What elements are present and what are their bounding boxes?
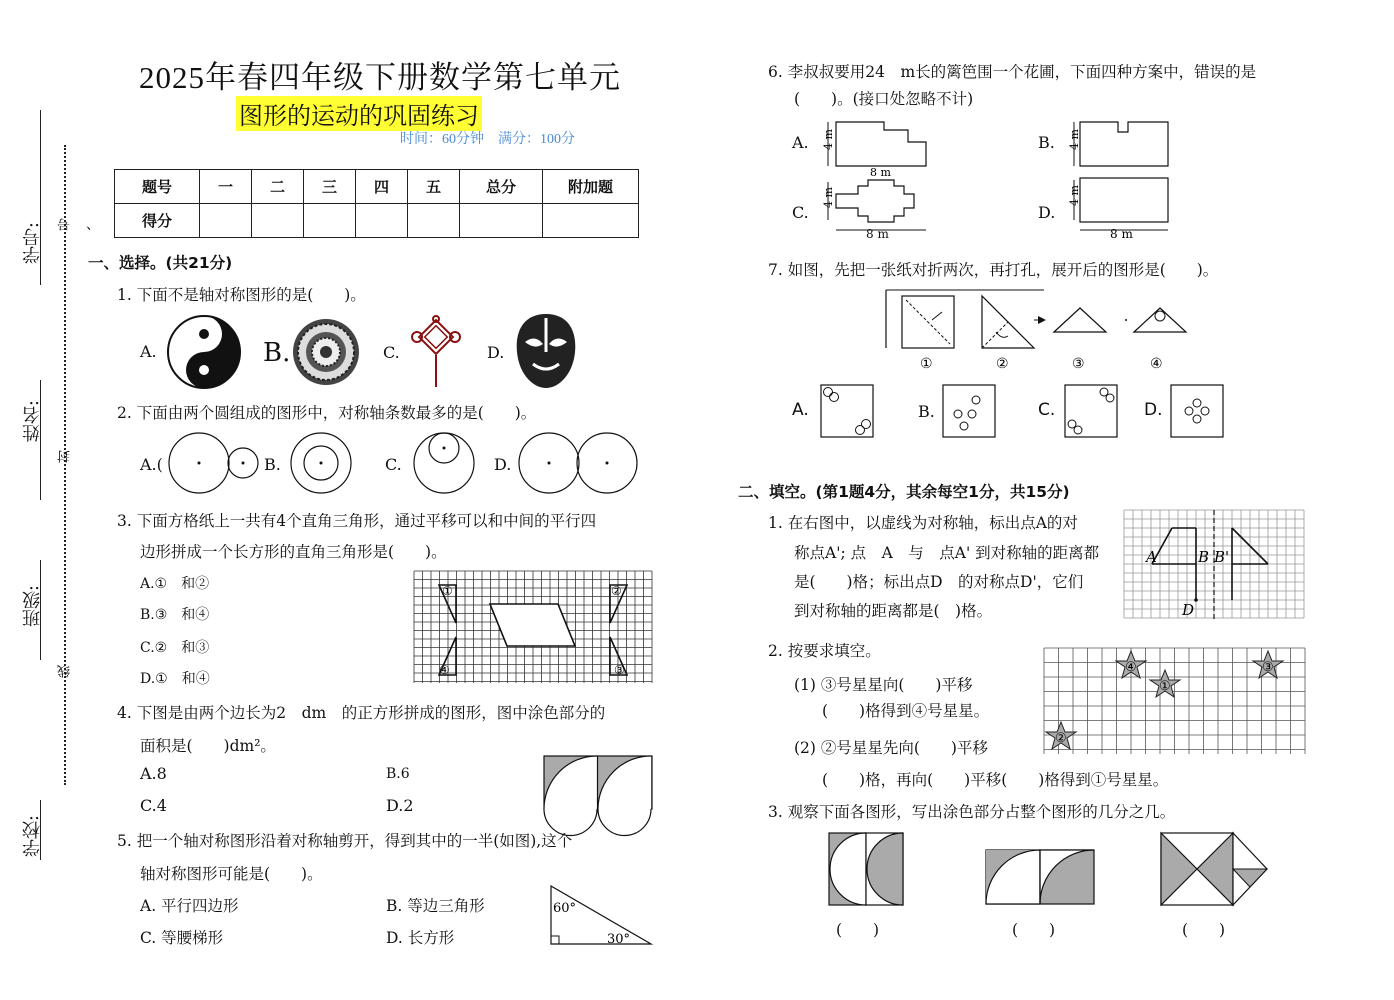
q7-step-2: ② <box>996 356 1009 372</box>
q6-figure-c <box>818 176 936 240</box>
q2-text: 2. 下面由两个圆组成的图形中，对称轴条数最多的是( )。 <box>117 404 537 422</box>
q2-figure-b <box>290 432 352 494</box>
q1-text: 1. 下面不是轴对称图形的是( )。 <box>117 286 366 304</box>
s2-q3-blank-3[interactable]: ( ) <box>1182 921 1226 939</box>
margin-mark-hao: 号 <box>58 218 73 231</box>
star-3 <box>1253 651 1283 678</box>
q3-option-b: B.③ 和④ <box>140 607 210 623</box>
q6-dim-d-height: 4 m <box>1068 185 1081 206</box>
q6-text-line1: 6. 李叔叔要用24 m长的篱笆围一个花圃，下面四种方案中，错误的是 <box>768 63 1257 81</box>
student-name-label: 姓名: <box>22 400 43 443</box>
s2-q2-part1-line1: (1) ③号星星向( )平移 <box>794 676 973 694</box>
time-info: 时间：60分钟 满分：100分 <box>400 132 575 147</box>
q6-dim-a-height: 4 m <box>822 129 835 150</box>
score-header-cell: 总分 <box>460 170 543 204</box>
q6-option-c: C. <box>792 203 809 222</box>
q3-option-a: A.① 和② <box>140 576 210 592</box>
s2-q2-part2-line2: ( )格，再向( )平移( )格得到①号星星。 <box>822 771 1169 789</box>
q7-step-3: ③ <box>1072 356 1085 372</box>
star-4-label: ④ <box>1125 660 1137 675</box>
q5-option-a: A. 平行四边形 <box>140 897 239 915</box>
q2-figure-a <box>172 432 262 494</box>
star-2 <box>1046 722 1076 749</box>
s2-q2-part2-line1: (2) ②号星星先向( )平移 <box>794 739 988 757</box>
q1-option-a: A. <box>140 342 157 361</box>
s2-q2-star-grid <box>1044 648 1305 754</box>
q2-option-c: C. <box>385 455 402 474</box>
page-title: 2025年春四年级下册数学第七单元 <box>139 60 621 95</box>
q6-option-b: B. <box>1038 133 1055 152</box>
q6-dim-b-height: 4 m <box>1068 129 1081 150</box>
q6-figure-b <box>1064 118 1172 176</box>
score-table <box>114 169 639 238</box>
class-label: 班级: <box>22 585 43 628</box>
section2-title: 二、填空。(第1题4分，其余每空1分，共15分) <box>738 483 1070 501</box>
q3-grid-figure <box>414 571 652 683</box>
s2-q1-line4: 到对称轴的距离都是( )格。 <box>794 602 993 620</box>
q6-figure-a <box>818 118 936 179</box>
s2-label-b-prime: B' <box>1214 548 1230 566</box>
score-cell[interactable] <box>200 204 252 238</box>
round-pattern-icon <box>291 317 361 387</box>
q3-mark-2: ② <box>611 584 622 598</box>
star-3-label: ③ <box>1262 660 1274 675</box>
s2-label-b: B <box>1198 548 1210 566</box>
q5-angle-60: 60° <box>553 901 577 916</box>
q3-text-line1: 3. 下面方格纸上一共有4个直角三角形，通过平移可以和中间的平行四 <box>117 512 597 530</box>
s2-label-d: D <box>1182 601 1195 619</box>
score-cell[interactable] <box>304 204 356 238</box>
score-row-label: 得分 <box>115 204 200 238</box>
page-subtitle: 图形的运动的巩固练习 <box>236 96 482 131</box>
s2-q1-grid-figure <box>1124 510 1305 620</box>
score-cell[interactable] <box>543 204 639 238</box>
q5-angle-30: 30° <box>607 932 631 947</box>
margin-mark-feng: 封 <box>58 450 73 463</box>
q6-dim-c-width: 8 m <box>866 227 889 241</box>
score-header-cell: 四 <box>356 170 408 204</box>
q7-figure-b <box>942 384 996 438</box>
s2-q3-figure-2 <box>985 849 1095 905</box>
s2-q1-line3: 是( )格；标出点D 的对称点D'，它们 <box>794 573 1084 591</box>
score-header-cell: 二 <box>252 170 304 204</box>
q5-option-c: C. 等腰梯形 <box>140 929 224 947</box>
score-cell[interactable] <box>356 204 408 238</box>
s2-q3-figure-3 <box>1160 832 1268 906</box>
q1-option-b: B. <box>263 338 291 368</box>
score-cell[interactable] <box>408 204 460 238</box>
s2-q3-text: 3. 观察下面各图形，写出涂色部分占整个图形的几分之几。 <box>768 803 1176 821</box>
q7-option-a: A. <box>792 400 809 420</box>
score-table-score-row <box>115 204 639 238</box>
q3-text-line2: 边形拼成一个长方形的直角三角形是( )。 <box>140 543 447 561</box>
s2-q2-intro: 2. 按要求填空。 <box>768 642 881 660</box>
q6-option-a: A. <box>792 133 809 152</box>
q2-option-b: B. <box>264 455 281 474</box>
section1-title: 一、选择。(共21分) <box>88 254 233 272</box>
q3-option-c: C.② 和③ <box>140 640 210 656</box>
q7-figure-a <box>820 384 874 438</box>
score-table-header-row <box>115 170 639 204</box>
q2-figure-c <box>413 430 475 494</box>
chinese-knot-icon <box>411 315 461 389</box>
star-2-label: ② <box>1055 731 1067 746</box>
yin-yang-icon <box>166 314 242 390</box>
q6-dim-a-width: 8 m <box>870 166 891 179</box>
q6-text-line2: ( )。(接口处忽略不计) <box>794 90 974 108</box>
margin-mark-comma: 、 <box>86 217 100 233</box>
opera-mask-icon <box>513 312 579 390</box>
s2-q1-line2: 称点A'; 点 A 与 点A' 到对称轴的距离都 <box>794 544 1100 562</box>
q7-figure-d <box>1170 384 1224 438</box>
q3-mark-1: ① <box>442 584 453 598</box>
q3-option-d: D.① 和④ <box>140 671 210 687</box>
s2-q2-part1-line2: ( )格得到④号星星。 <box>822 702 990 720</box>
s2-q3-blank-2[interactable]: ( ) <box>1012 921 1056 939</box>
q6-dim-c-height: 4 m <box>822 187 835 208</box>
q6-dim-d-width: 8 m <box>1110 227 1133 241</box>
score-header-cell: 题号 <box>115 170 200 204</box>
q4-option-b: B.6 <box>386 766 410 782</box>
q5-text-line2: 轴对称图形可能是( )。 <box>140 865 323 883</box>
star-4 <box>1116 651 1146 678</box>
q4-text-line2: 面积是( )dm²。 <box>140 737 276 755</box>
q7-option-b: B. <box>918 402 935 421</box>
score-header-cell: 三 <box>304 170 356 204</box>
q6-figure-d <box>1064 176 1172 240</box>
q1-option-d: D. <box>487 343 505 362</box>
s2-q3-blank-1[interactable]: ( ) <box>836 921 880 939</box>
star-1-label: ① <box>1159 679 1171 694</box>
score-header-cell: 附加题 <box>543 170 639 204</box>
binding-margin <box>0 0 100 1000</box>
score-header-cell: 五 <box>408 170 460 204</box>
q5-option-b: B. 等边三角形 <box>386 897 485 915</box>
s2-q1-line1: 1. 在右图中，以虚线为对称轴，标出点A的对 <box>768 514 1078 532</box>
q6-option-d: D. <box>1038 203 1056 222</box>
score-header-cell: 一 <box>200 170 252 204</box>
student-number-label: 学号: <box>22 222 43 265</box>
q1-option-c: C. <box>383 343 400 362</box>
q5-triangle-figure <box>549 884 653 946</box>
q7-figure-c <box>1064 384 1118 438</box>
s2-label-a: A <box>1146 548 1157 566</box>
q4-option-a: A.8 <box>140 764 167 783</box>
dotted-fold-line <box>64 145 66 785</box>
s2-q3-figure-1 <box>828 832 904 906</box>
q4-option-c: C.4 <box>140 796 167 815</box>
q2-figure-d <box>518 432 638 494</box>
q5-text-line1: 5. 把一个轴对称图形沿着对称轴剪开，得到其中的一半(如图),这个 <box>117 832 573 850</box>
q7-text: 7. 如图，先把一张纸对折两次，再打孔，展开后的图形是( )。 <box>768 261 1219 279</box>
q2-option-d: D. <box>494 455 512 474</box>
school-label: 学校: <box>22 815 43 858</box>
q5-option-d: D. 长方形 <box>386 929 455 947</box>
q7-step-4: ④ <box>1150 356 1163 372</box>
q7-option-d: D. <box>1144 400 1163 420</box>
score-cell[interactable] <box>252 204 304 238</box>
q3-mark-3: ③ <box>614 663 625 677</box>
q4-text-line1: 4. 下图是由两个边长为2 dm 的正方形拼成的图形，图中涂色部分的 <box>117 704 606 722</box>
q7-step-1: ① <box>920 356 933 372</box>
q4-option-d: D.2 <box>386 796 414 815</box>
q3-mark-4: ④ <box>439 663 450 677</box>
score-cell[interactable] <box>460 204 543 238</box>
star-1 <box>1150 670 1180 697</box>
q2-option-a: A.( <box>140 455 163 474</box>
q7-option-c: C. <box>1038 400 1056 420</box>
q4-figure <box>544 756 652 810</box>
q7-fold-steps <box>884 288 1204 372</box>
margin-mark-xian: 线 <box>58 665 73 678</box>
